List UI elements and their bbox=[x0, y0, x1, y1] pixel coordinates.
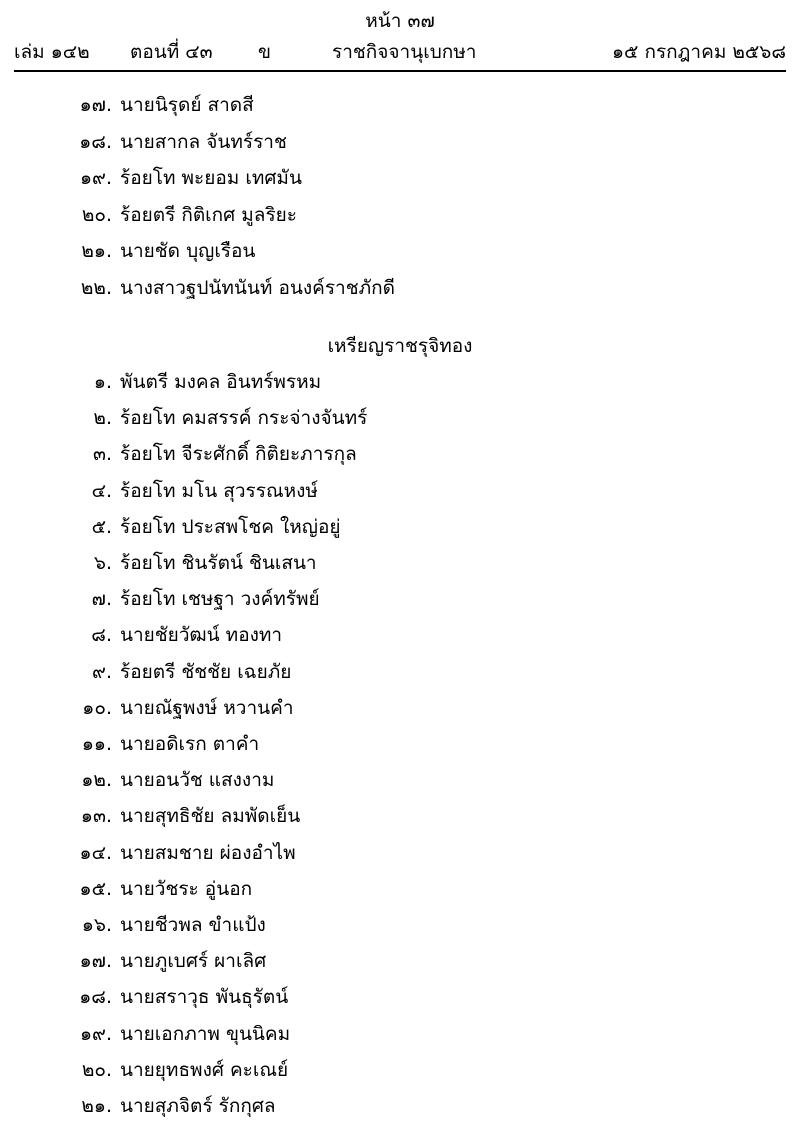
list-item-name: นายนิรุดย์ สาดสี bbox=[120, 94, 254, 116]
list-item-name: นางสาวฐปนัทนันท์ อนงค์ราชภักดี bbox=[120, 277, 395, 299]
list-item bbox=[0, 270, 800, 306]
publication-date: ๑๕ กรกฎาคม ๒๕๖๘ bbox=[611, 41, 786, 63]
list-item-number: ๘. bbox=[91, 624, 112, 647]
list-item-number: ๑๒. bbox=[81, 769, 112, 792]
list-item-name: นายสมชาย ผ่องอำไพ bbox=[120, 841, 296, 864]
list-item-name: นายชัยวัฒน์ ทองทา bbox=[120, 624, 283, 647]
list-item-name: นายภูเบศร์ ผาเลิศ bbox=[120, 950, 267, 973]
list-item-number: ๙. bbox=[92, 660, 112, 683]
list-item-name: นายอนวัช แสงงาม bbox=[120, 769, 275, 792]
list-item bbox=[0, 160, 800, 196]
list-item-name: นายสุทธิชัย ลมพัดเย็น bbox=[120, 805, 301, 828]
list-item-number: ๑๘. bbox=[79, 130, 112, 153]
list-item bbox=[0, 581, 800, 617]
list-item bbox=[0, 233, 800, 269]
list-item bbox=[0, 654, 800, 690]
list-item-number: ๒๑. bbox=[81, 1095, 112, 1117]
list-item-number: ๑. bbox=[93, 371, 112, 393]
list-item-name: ร้อยโท พะยอม เทศมัน bbox=[120, 167, 302, 190]
list-item bbox=[0, 364, 800, 400]
list-item-number: ๒๒. bbox=[80, 277, 112, 299]
list-item bbox=[0, 690, 800, 726]
list-item-number: ๑๗. bbox=[79, 94, 112, 116]
list-item-number: ๑๗. bbox=[79, 950, 112, 973]
list-item-number: ๒๐. bbox=[81, 1058, 112, 1081]
list-item-number: ๖. bbox=[93, 552, 112, 574]
list-item-number: ๕. bbox=[91, 515, 112, 538]
list-item-number: ๑๓. bbox=[80, 805, 112, 828]
list-item-number: ๔. bbox=[91, 479, 112, 502]
list-item-number: ๑๐. bbox=[82, 696, 112, 719]
list-item-number: ๒. bbox=[93, 407, 112, 430]
list-item-name: ร้อยโท คมสรรค์ กระจ่างจันทร์ bbox=[120, 407, 368, 430]
list-item-name: ร้อยโท ประสพโชค ใหญ่อยู่ bbox=[120, 515, 341, 538]
list-item-number: ๒๑. bbox=[81, 240, 112, 263]
list-item-name: ร้อยโท จีระศักดิ์ กิติยะภารกุล bbox=[120, 443, 357, 466]
list-item bbox=[0, 436, 800, 472]
list-item bbox=[0, 87, 800, 123]
issue-number: ตอนที่ ๔๓ bbox=[130, 41, 213, 63]
list-item-number: ๑๖. bbox=[81, 914, 112, 936]
list-item-name: นายอดิเรก ตาคำ bbox=[120, 733, 260, 755]
list-item bbox=[0, 617, 800, 653]
list-item-name: นายเอกภาพ ขุนนิคม bbox=[120, 1022, 291, 1045]
list-item bbox=[0, 1052, 800, 1088]
list-item-name: นายณัฐพงษ์ หวานคำ bbox=[120, 696, 294, 719]
list-item bbox=[0, 545, 800, 581]
list-item bbox=[0, 1088, 800, 1124]
list-item bbox=[0, 979, 800, 1015]
list-item bbox=[0, 907, 800, 943]
list-item bbox=[0, 473, 800, 509]
list-item-number: ๑๑. bbox=[81, 733, 112, 755]
section-letter: ข bbox=[258, 41, 271, 63]
volume-number: เล่ม ๑๔๒ bbox=[14, 41, 90, 63]
header-divider bbox=[14, 70, 786, 72]
list-item-name: นายสากล จันทร์ราช bbox=[120, 130, 287, 153]
list-item bbox=[0, 835, 800, 871]
list-item-name: พันตรี มงคล อินทร์พรหม bbox=[120, 371, 322, 393]
section-heading: เหรียญราชรุจิทอง bbox=[327, 335, 473, 357]
list-item-name: นายวัชระ อู่นอก bbox=[120, 877, 253, 900]
list-item bbox=[0, 798, 800, 834]
list-item-number: ๑๘. bbox=[79, 986, 112, 1009]
header-row bbox=[14, 38, 786, 66]
list-item-number: ๗. bbox=[91, 588, 112, 611]
list-item bbox=[0, 197, 800, 233]
list-item-name: นายยุทธพงศ์ คะเณย์ bbox=[120, 1058, 289, 1081]
list-item-number: ๑๕. bbox=[79, 877, 112, 900]
list-item-name: ร้อยโท เชษฐา วงค์ทรัพย์ bbox=[120, 588, 320, 611]
list-item bbox=[0, 509, 800, 545]
page-number: หน้า ๓๗ bbox=[365, 10, 435, 32]
list-item-number: ๑๙. bbox=[79, 1022, 112, 1045]
list-item-name: ร้อยตรี ชัชชัย เฉยภัย bbox=[120, 660, 292, 683]
list-item-name: นายชีวพล ขำแป้ง bbox=[120, 914, 266, 936]
list-item-number: ๑๔. bbox=[79, 841, 112, 864]
list-item-name: ร้อยโท ชินรัตน์ ชินเสนา bbox=[120, 552, 317, 574]
list-item-name: ร้อยตรี กิติเกศ มูลริยะ bbox=[120, 203, 297, 226]
list-item-name: นายสราวุธ พันธุรัตน์ bbox=[120, 986, 289, 1009]
publication-name: ราชกิจจานุเบกษา bbox=[332, 41, 477, 63]
list-item bbox=[0, 871, 800, 907]
list-item bbox=[0, 124, 800, 160]
list-item-name: นายชัด บุญเรือน bbox=[120, 240, 256, 263]
list-item-name: ร้อยโท มโน สุวรรณหงษ์ bbox=[120, 479, 318, 502]
list-item bbox=[0, 400, 800, 436]
list-item-number: ๑๙. bbox=[79, 167, 112, 190]
list-item bbox=[0, 726, 800, 762]
list-item bbox=[0, 762, 800, 798]
list-item-number: ๓. bbox=[92, 443, 112, 466]
list-item bbox=[0, 1016, 800, 1052]
list-item-name: นายสุภจิตร์ รักกุศล bbox=[120, 1095, 276, 1117]
list-item-number: ๒๐. bbox=[81, 203, 112, 226]
list-item bbox=[0, 943, 800, 979]
